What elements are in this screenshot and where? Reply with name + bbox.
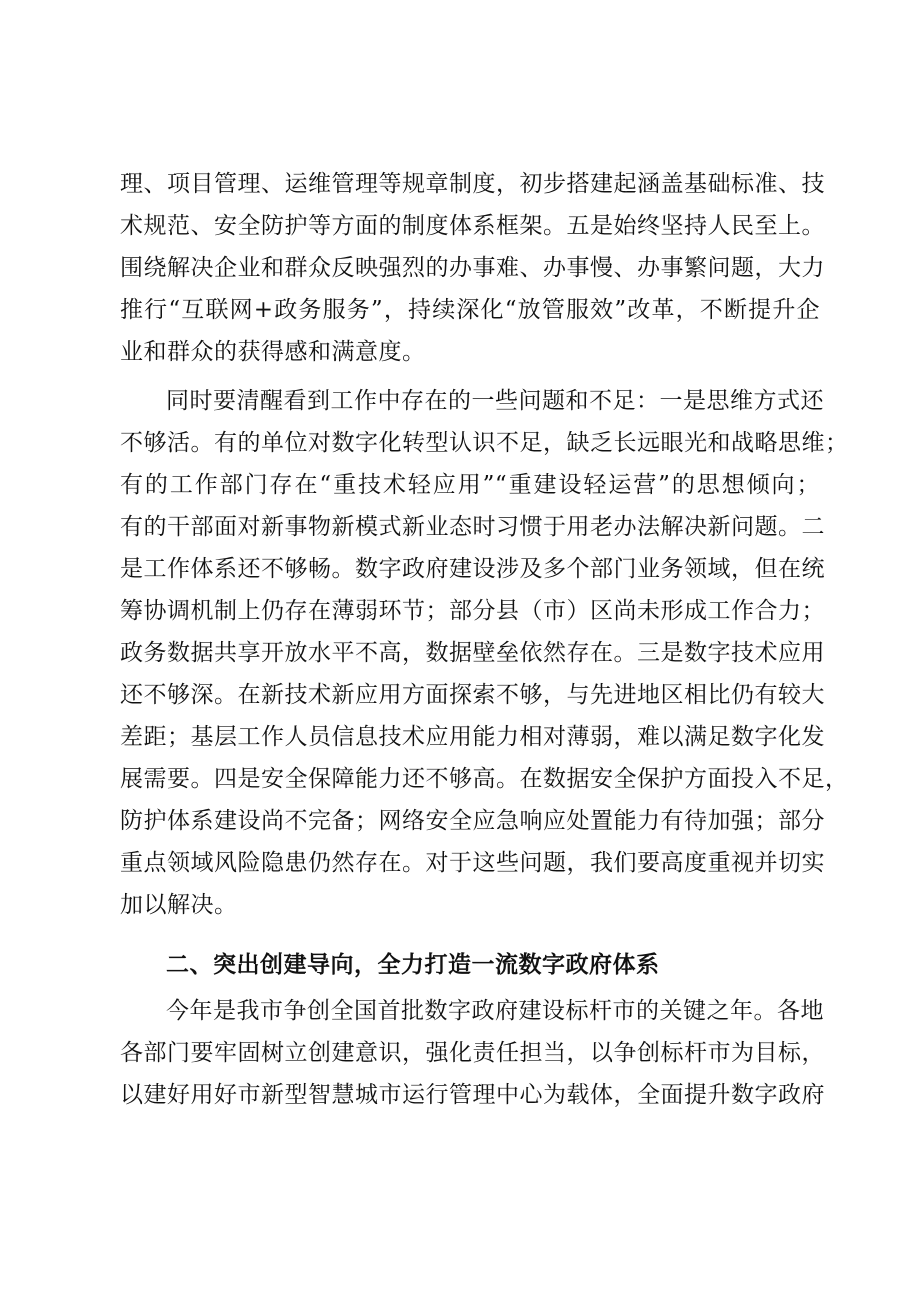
text-line: 政务数据共享开放水平不高，数据壁垒依然存在。三是数字技术应用: [120, 640, 825, 666]
text-line: 推行“互联网+政务服务”，持续深化“放管服效”改革，不断提升企: [120, 297, 820, 323]
text-line: 是工作体系还不够畅。数字政府建设涉及多个部门业务领域，但在统: [120, 556, 825, 582]
text-line: 以建好用好市新型智慧城市运行管理中心为载体，全面提升数字政府: [120, 1082, 825, 1108]
text-line: 同时要清醒看到工作中存在的一些问题和不足：一是思维方式还: [166, 388, 824, 414]
text-line: 筹协调机制上仍存在薄弱环节；部分县（市）区尚未形成工作合力；: [120, 598, 825, 624]
text-line: 差距；基层工作人员信息技术应用能力相对薄弱，难以满足数字化发: [120, 724, 825, 750]
text-line: 业和群众的获得感和满意度。: [120, 339, 426, 365]
text-line: 理、项目管理、运维管理等规章制度，初步搭建起涵盖基础标准、技: [120, 171, 825, 197]
text-line: 还不够深。在新技术新应用方面探索不够，与先进地区相比仍有较大: [120, 682, 825, 708]
text-line: 加以解决。: [120, 892, 238, 918]
text-line: 重点领域风险隐患仍然存在。对于这些问题，我们要高度重视并切实: [120, 850, 825, 876]
text-line: 术规范、安全防护等方面的制度体系框架。五是始终坚持人民至上。: [120, 213, 825, 239]
text-line: 有的工作部门存在“重技术轻应用”“重建设轻运营”的思想倾向；: [120, 472, 820, 498]
section-heading: 二、突出创建导向，全力打造一流数字政府体系: [166, 952, 660, 978]
text-line: 不够活。有的单位对数字化转型认识不足，缺乏长远眼光和战略思维；: [120, 430, 849, 456]
text-line: 防护体系建设尚不完备；网络安全应急响应处置能力有待加强；部分: [120, 808, 825, 834]
text-line: 围绕解决企业和群众反映强烈的办事难、办事慢、办事繁问题，大力: [120, 255, 825, 281]
text-line: 有的干部面对新事物新模式新业态时习惯于用老办法解决新问题。二: [120, 514, 825, 540]
text-line: 展需要。四是安全保障能力还不够高。在数据安全保护方面投入不足，: [120, 766, 849, 792]
text-line: 今年是我市争创全国首批数字政府建设标杆市的关键之年。各地: [166, 998, 824, 1024]
text-line: 各部门要牢固树立创建意识，强化责任担当，以争创标杆市为目标，: [120, 1040, 825, 1066]
